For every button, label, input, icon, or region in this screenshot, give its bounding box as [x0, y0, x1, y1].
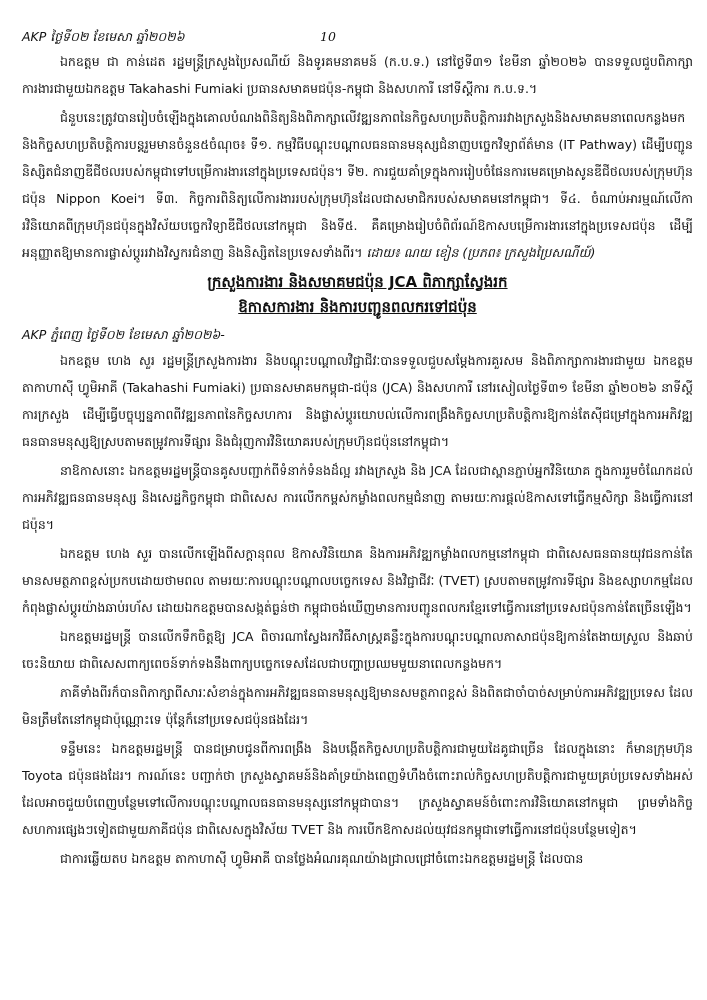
- article2-paragraph-7: ជាការឆ្លើយតប ឯកឧត្តម តាកាហាស៊ី ហ្វូមិអាគី បានថ្លែងអំណរគុណយ៉ាងជ្រាលជ្រៅចំពោះឯកឧត្តមរដ្ឋមន្ត្រី ដែលបាន: [60, 851, 584, 866]
- article1-paragraph-2-text: ជំនួបនេះត្រូវបានរៀបចំឡើងក្នុងគោលបំណងពិនិត្យនិងពិភាក្សាលើវឌ្ឍនភាពនៃកិច្ចសហប្រតិបត្តិការរវាងក្រសួងនិងសមាគមនាពេលកន្លងមក និងកិច្ចសហប្រតិបត្តិការបន្តរួមមានចំនួន៥ចំណុច៖ ទី១. កម្មវិធីបណ្តុះបណ្តាលធនធានមនុស្សជំនាញបច្ចេកវិទ្យាព័ត៌មាន (IT Pathway) ដើម្បីបញ្ជូននិស្សិតជំនាញឌីជីថលរបស់កម្ពុជាទៅបម្រើការងារនៅក្នុងប្រទេសជប៉ុន។ ទី២. ការជួយគាំទ្រក្នុងការរៀបចំផែនការមេគម្រោងសូនឌីជីថលរបស់ក្រុមហ៊ុនជប៉ុន Nippon Koei។ ទី៣. កិច្ចការពិនិត្យលើការងាររបស់ក្រុមហ៊ុនដែលជាសមាជិករបស់សមាគមនៅកម្ពុជា។ ទី៤. ចំណាប់អារម្មណ៍លើការវិនិយោគពីក្រុមហ៊ុនជប៉ុនក្នុងវិស័យបច្ចេកវិទ្យាឌីជីថលនៅកម្ពុជា និងទី៥. គឺគម្រោងរៀបចំពិព័រណ៍ឱកាសបម្រើការងារនៅក្នុងប្រទេសជប៉ុន ដើម្បីអនុញ្ញាតឱ្យមានការផ្លាស់ប្តូររវាងវិស្វករជំនាញ និងនិស្សិតនៃប្រទេសទាំងពីរ។: [22, 110, 693, 260]
- header-dateline: AKP ថ្ងៃទី០២ ខែមេសា ឆ្នាំ២០២៦: [22, 29, 185, 44]
- article2-headline-line-2: ឱកាសការងារ និងការបញ្ជូនពលករទៅជប៉ុន: [238, 298, 477, 316]
- article1-paragraph-2: [22, 104, 693, 266]
- article1-paragraph-1: ឯកឧត្តម ជា កាន់ដេត រដ្ឋមន្ត្រីក្រសួងប្រៃសណីយ៍ និងទូរគមនាគមន៍ (ក.ប.ទ.) នៅថ្ងៃទី៣១ ខែមីនា ឆ្នាំ២០២៦ បានទទួលជួបពិភាក្សាការងារជាមួយឯកឧត្តម Takahashi Fumiaki ប្រធានសមាគមជប៉ុន-កម្ពុជា និងសហការី នៅទីស្តីការ ក.ប.ទ.។: [22, 54, 693, 96]
- article2-paragraph-5: ភាគីទាំងពីរក៏បានពិភាក្សាពីសារៈសំខាន់ក្នុងការអភិវឌ្ឍធនធានមនុស្សឱ្យមានសមត្ថភាពខ្ពស់ និងពិតជាចាំបាច់សម្រាប់ការអភិវឌ្ឍប្រទេស ដែលមិនត្រឹមតែនៅកម្ពុជាប៉ុណ្ណោះទេ ប៉ុន្តែក៏នៅប្រទេសជប៉ុនផងដែរ។: [22, 685, 693, 727]
- article2-paragraph-1: ឯកឧត្តម ហេង សួរ រដ្ឋមន្ត្រីក្រសួងការងារ និងបណ្តុះបណ្តាលវិជ្ជាជីវៈបានទទួលជួបសម្តែងការគួរសម និងពិភាក្សាការងារជាមួយ ឯកឧត្តម តាកាហាស៊ី ហ្វូមិអាគី (Takahashi Fumiaki) ប្រធានសមាគមកម្ពុជា-ជប៉ុន (JCA) និងសហការី នៅរសៀលថ្ងៃទី៣១ ខែមីនា ឆ្នាំ២០២៦ នាទីស្តីការក្រសួង ដើម្បីធ្វើបច្ចុប្បន្នភាពពីវឌ្ឍនភាពនៃកិច្ចសហការ និងផ្លាស់ប្តូរយោបល់លើការពង្រឹងកិច្ចសហប្រតិបត្តិការឱ្យកាន់តែស៊ីជម្រៅក្នុងការអភិវឌ្ឍធនធានមនុស្សឱ្យស្របតាមតម្រូវការទីផ្សារ និងជំរុញការវិនិយោគរបស់ក្រុមហ៊ុនជប៉ុននៅកម្ពុជា។: [22, 353, 693, 449]
- article1-byline: ដោយ៖ ណយ ខៀន (ប្រភព៖ ក្រសួងប្រៃសណីយ៍): [366, 245, 596, 260]
- page-header: [22, 26, 693, 48]
- article2-headline-line-1: ក្រសួងការងារ និងសមាគមជប៉ុន JCA ពិភាក្សាស្វែងរក: [207, 273, 508, 291]
- article-labour-jca: [22, 270, 693, 872]
- article-post-telecom: [22, 48, 693, 266]
- article2-paragraph-2: នាឱកាសនោះ ឯកឧត្តមរដ្ឋមន្ត្រីបានគូសបញ្ជាក់ពីទំនាក់ទំនងដ៏ល្អ រវាងក្រសួង និង JCA ដែលជាស្ពានភ្ជាប់អ្នកវិនិយោគ ក្នុងការរួមចំណែកដល់ការអភិវឌ្ឍធនធានមនុស្ស និងសេដ្ឋកិច្ចកម្ពុជា ជាពិសេស ការលើកកម្ពស់កម្លាំងពលកម្មជំនាញ តាមរយៈការផ្តល់ឱកាសទៅធ្វើកម្មសិក្សា និងធ្វើការនៅជប៉ុន។: [22, 463, 693, 532]
- page-number: 10: [320, 29, 336, 44]
- article2-dateline: AKP ភ្នំពេញ ថ្ងៃទី០២ ខែមេសា ឆ្នាំ២០២៦-: [22, 327, 225, 342]
- article2-paragraph-6: ទន្ទឹមនេះ ឯកឧត្តមរដ្ឋមន្ត្រី បានជម្រាបជូនពីការពង្រឹង និងបង្កើតកិច្ចសហប្រតិបត្តិការជាមួយដៃគូជាច្រើន ដែលក្នុងនោះ ក៏មានក្រុមហ៊ុន Toyota ជប៉ុនផងដែរ។ ការណ៍នេះ បញ្ជាក់ថា ក្រសួងស្វាគមន៍និងគាំទ្រយ៉ាងពេញទំហឹងចំពោះរាល់កិច្ចសហប្រតិបត្តិការជាមួយគ្រប់ប្រទេសទាំងអស់ដែលអាចជួយបំពេញបន្ថែមទៅលើការបណ្តុះបណ្តាលធនធានមនុស្សនៅកម្ពុជាបាន។ ក្រសួងស្វាគមន៍ចំពោះការវិនិយោគនៅកម្ពុជា ព្រមទាំងកិច្ចសហការផ្សេងៗទៀតជាមួយភាគីជប៉ុន ជាពិសេសក្នុងវិស័យ TVET និង ការបើកឱកាសដល់យុវជនកម្ពុជាទៅធ្វើការនៅជប៉ុនបន្ថែមទៀត។: [22, 741, 693, 837]
- article2-paragraph-4: ឯកឧត្តមរដ្ឋមន្ត្រី បានលើកទឹកចិត្តឱ្យ JCA ពិចារណាស្វែងរកវិធីសាស្ត្រគន្លឹះក្នុងការបណ្តុះបណ្តាលភាសាជប៉ុនឱ្យកាន់តែងាយស្រួល និងឆាប់ចេះនិយាយ ជាពិសេសពាក្យពេចន៍ទាក់ទងនឹងពាក្យបច្ចេកទេសដែលជាបញ្ហាប្រឈមមួយនាពេលកន្លងមក។: [22, 629, 693, 671]
- article2-paragraph-3: ឯកឧត្តម ហេង សួរ បានលើកឡើងពីសក្តានុពល ឱកាសវិនិយោគ និងការអភិវឌ្ឍកម្លាំងពលកម្មនៅកម្ពុជា ជាពិសេសធនធានយុវជនកាន់តែមានសមត្ថភាពខ្ពស់ប្រកបដោយថាមពល តាមរយៈការបណ្តុះបណ្តាលបច្ចេកទេស និងវិជ្ជាជីវៈ (TVET) ស្របតាមតម្រូវការទីផ្សារ និងឧស្សាហកម្មដែលកំពុងផ្លាស់ប្តូរយ៉ាងឆាប់រហ័ស ដោយឯកឧត្តមបានសង្កត់ធ្ងន់ថា កម្ពុជាចង់ឃើញមានការបញ្ជូនពលករខ្មែរទៅធ្វើការនៅប្រទេសជប៉ុនកាន់តែច្រើនឡើង។: [22, 546, 693, 615]
